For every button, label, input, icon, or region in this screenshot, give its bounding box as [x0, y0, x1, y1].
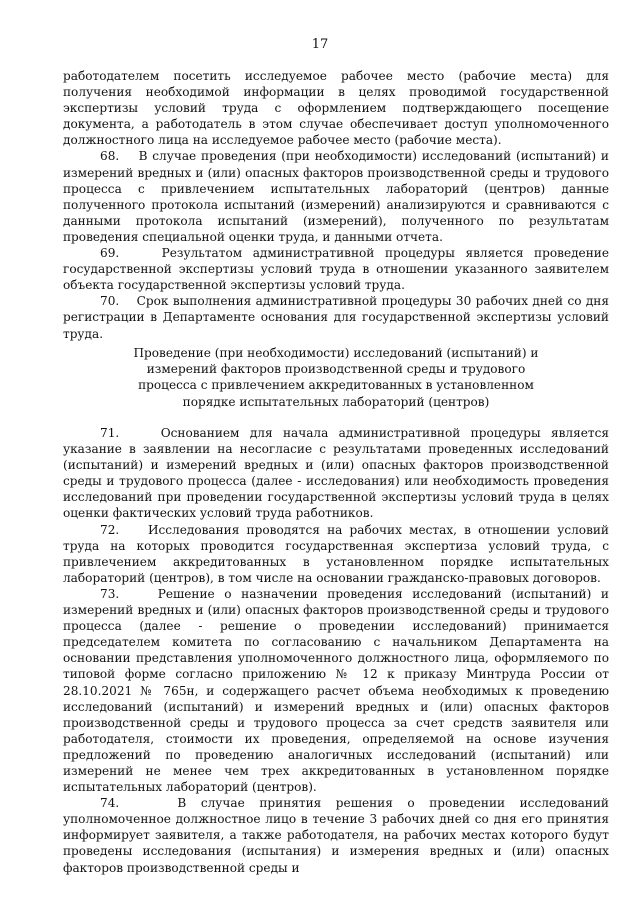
section-heading-line: порядке испытательных лабораторий (центров)	[182, 394, 490, 409]
section-heading	[63, 345, 609, 410]
paragraph-73: 73. Решение о назначении проведения исследований (испытаний) и измерений вредных и (или) опасных факторов производственной среды и трудового процесса (далее - решение о проведении исследований) принимается председателем комитета по согласованию с начальником Департамента на основании представления уполномоченного должностного лица, оформляемого по типовой форме согласно приложению № 12 к приказу Минтруда России от 28.10.2021 № 765н, и содержащего расчет объема необходимых к проведению исследований (испытаний) и измерений вредных и (или) опасных факторов производственной среды и трудового процесса за счет средств заявителя или работодателя, стоимости их проведения, определяемой на основе изучения предложений по проведению аналогичных исследований (испытаний) или измерений не менее чем трех аккредитованных в установленном порядке испытательных лабораторий (центров).	[63, 586, 609, 795]
section-heading-line: процесса с привлечением аккредитованных в установленном	[138, 378, 534, 393]
paragraph-72: 72. Исследования проводятся на рабочих местах, в отношении условий труда на которых проводится государственная экспертиза условий труда, с привлечением аккредитованных в установленном порядке испытательных лабораторий (центров), в том числе на основании гражданско-правовых договоров.	[63, 522, 609, 585]
paragraph-71: 71. Основанием для начала административной процедуры является указание в заявлении на несогласие с результатами проведенных исследований (испытаний) и измерений вредных и (или) опасных факторов производственной среды и трудового процесса (далее - исследования) или необходимость проведения исследований при проведении государственной экспертизы условий труда в целях оценки фактических условий труда работников.	[63, 426, 609, 521]
page-number: 17	[311, 37, 329, 52]
paragraph-69: 69. Результатом административной процедуры является проведение государственной экспертизы условий труда в отношении указанного заявителем объекта государственной экспертизы условий труда.	[63, 246, 609, 293]
paragraph-70: 70. Срок выполнения административной процедуры 30 рабочих дней со дня регистрации в Департаменте основания для государственной экспертизы условий труда.	[63, 294, 609, 341]
text-block-top	[63, 68, 609, 342]
paragraph-continued: работодателем посетить исследуемое рабочее место (рабочие места) для получения необходимой информации в целях проводимой государственной экспертизы условий труда с оформлением подтверждающего посещение документа, а работодатель в этом случае обеспечивает доступ уполномоченного должностного лица на исследуемое рабочее место (рабочие места).	[63, 69, 609, 148]
paragraph-74: 74. В случае принятия решения о проведении исследований уполномоченное должностное лицо в течение 3 рабочих дней со дня его принятия информирует заявителя, а также работодателя, на рабочих местах которого будут проведены исследования (испытания) и измерения вредных и (или) опасных факторов производственной среды и	[63, 796, 609, 875]
text-block-bottom	[63, 425, 609, 876]
paragraph-68: 68. В случае проведения (при необходимости) исследований (испытаний) и измерений вредных и (или) опасных факторов производственной среды и трудового процесса с привлечением испытательных лабораторий (центров) данные полученного протокола испытаний (измерений) анализируются и сравниваются с данными протокола испытаний (измерений), полученного по результатам проведения специальной оценки труда, и данными отчета.	[63, 149, 609, 244]
section-heading-line: Проведение (при необходимости) исследований (испытаний) и	[133, 346, 539, 360]
section-heading-line: измерений факторов производственной среды и трудового	[146, 362, 526, 377]
